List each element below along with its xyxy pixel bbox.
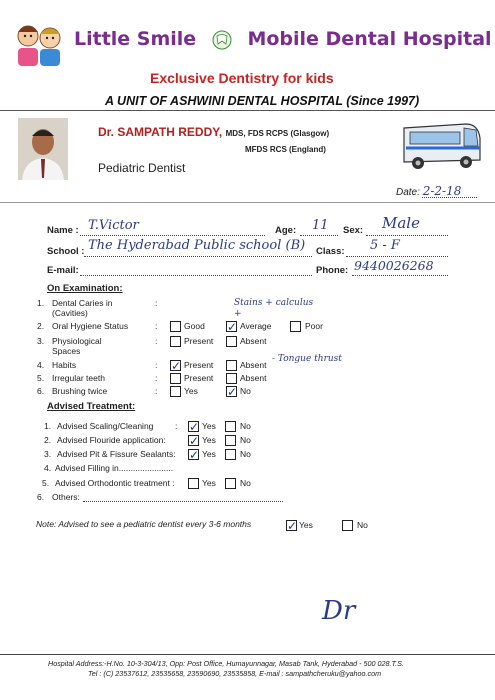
doctor-credentials-2: MFDS RCS (England) [245, 145, 326, 154]
phone-value[interactable]: 9440026268 [354, 258, 434, 273]
fluoride-yes-checkbox[interactable] [188, 435, 199, 446]
check-icon: ✓ [171, 359, 182, 373]
unit-line: A UNIT OF ASHWINI DENTAL HOSPITAL (Since 1997) [105, 94, 420, 108]
name-label: Name : [47, 225, 79, 236]
age-label: Age: [275, 225, 297, 236]
exam-item-3-label2: Spaces [52, 346, 81, 356]
brushing-no-checkbox[interactable] [226, 386, 237, 397]
school-line [84, 256, 312, 257]
spaces-absent-label: Absent [240, 336, 267, 346]
brushing-yes-label: Yes [184, 386, 198, 396]
advised-5-label: Advised Orthodontic treatment : [55, 478, 175, 488]
check-icon: ✓ [287, 519, 298, 533]
note-text: Note: Advised to see a pediatric dentist every 3-6 months [36, 519, 252, 529]
class-label: Class: [316, 246, 345, 257]
exam-item-4-num: 4. [37, 360, 45, 370]
phone-label: Phone: [316, 265, 349, 276]
exam-item-1-num: 1. [37, 298, 45, 308]
advised-heading: Advised Treatment: [47, 401, 136, 412]
tooth-emblem-icon [203, 30, 241, 50]
advised-1-colon: : [175, 421, 178, 431]
date-value: 2-2-18 [422, 184, 462, 198]
sex-line [366, 235, 448, 236]
advised-3-num: 3. [44, 449, 52, 459]
advised-5-num: 5. [42, 478, 50, 488]
advised-1-num: 1. [44, 421, 52, 431]
exam-item-6-num: 6. [37, 386, 45, 396]
age-value[interactable]: 11 [312, 218, 329, 233]
school-label: School : [47, 246, 85, 257]
irregular-absent-label: Absent [240, 373, 267, 383]
check-icon: ✓ [189, 420, 200, 434]
irregular-absent-checkbox[interactable] [226, 373, 237, 384]
habits-present-checkbox[interactable] [170, 360, 181, 371]
sealants-no-label: No [240, 449, 251, 459]
doctor-credentials: MDS, FDS RCPS (Glasgow) [225, 129, 330, 138]
check-icon: ✓ [189, 434, 200, 448]
sealants-yes-checkbox[interactable] [188, 449, 199, 460]
hygiene-good-label: Good [184, 321, 205, 331]
tagline: Exclusive Dentistry for kids [150, 70, 334, 86]
name-value[interactable]: T.Victor [88, 218, 139, 233]
exam-item-3-label: Physiological [52, 336, 102, 346]
bus-icon [396, 118, 484, 173]
exam-item-6-label: Brushing twice [52, 386, 108, 396]
exam-item-6-colon: : [155, 386, 158, 396]
ortho-no-checkbox[interactable] [225, 478, 236, 489]
exam-item-2-label: Oral Hygiene Status [52, 321, 129, 331]
hygiene-note: Stains + calculus + [234, 298, 314, 319]
hospital-title [74, 28, 492, 50]
signature: Dr [322, 596, 356, 626]
hygiene-average-checkbox[interactable] [226, 321, 237, 332]
date-label: Date: [396, 187, 420, 198]
doctor-name-line [98, 125, 329, 139]
date-field[interactable] [396, 184, 461, 198]
exam-item-4-colon: : [155, 360, 158, 370]
sealants-yes-label: Yes [202, 449, 216, 459]
exam-item-1-label: Dental Caries in [52, 298, 113, 308]
footer [48, 659, 404, 679]
title-left: Little Smile [74, 28, 197, 50]
phone-line [352, 275, 448, 276]
habits-present-label: Present [184, 360, 214, 370]
exam-item-2-num: 2. [37, 321, 45, 331]
habits-absent-checkbox[interactable] [226, 360, 237, 371]
email-label: E-mail: [47, 265, 79, 276]
note-no-checkbox[interactable] [342, 520, 353, 531]
ortho-no-label: No [240, 478, 251, 488]
exam-item-5-num: 5. [37, 373, 45, 383]
school-value[interactable]: The Hyderabad Public school (B) [88, 238, 306, 253]
note-no-label: No [357, 520, 368, 530]
doctor-name: Dr. SAMPATH REDDY, [98, 125, 223, 139]
class-value[interactable]: 5 - F [370, 238, 400, 253]
advised-1-label: Advised Scaling/Cleaning [57, 421, 154, 431]
check-icon: ✓ [227, 385, 238, 399]
email-line [80, 275, 312, 276]
sealants-no-checkbox[interactable] [225, 449, 236, 460]
name-line [80, 235, 265, 236]
advised-6-num: 6. [37, 492, 45, 502]
irregular-present-checkbox[interactable] [170, 373, 181, 384]
fluoride-no-label: No [240, 435, 251, 445]
footer-divider [0, 654, 495, 655]
ortho-yes-label: Yes [202, 478, 216, 488]
advised-3-label: Advised Pit & Fissure Sealants: [57, 449, 176, 459]
doctor-photo [18, 118, 68, 180]
exam-item-1-label2: (Cavities) [52, 308, 88, 318]
spaces-present-label: Present [184, 336, 214, 346]
check-icon: ✓ [189, 448, 200, 462]
note-yes-label: Yes [299, 520, 313, 530]
spaces-absent-checkbox[interactable] [226, 336, 237, 347]
fluoride-yes-label: Yes [202, 435, 216, 445]
note-yes-checkbox[interactable] [286, 520, 297, 531]
habits-absent-label: Absent [240, 360, 267, 370]
header-divider [0, 110, 495, 111]
exam-item-3-num: 3. [37, 336, 45, 346]
ortho-yes-checkbox[interactable] [188, 478, 199, 489]
exam-item-3-colon: : [155, 336, 158, 346]
advised-2-label: Advised Flouride application: [57, 435, 166, 445]
top-rule [0, 202, 495, 203]
exam-item-5-label: Irregular teeth [52, 373, 105, 383]
sex-value[interactable]: Male [382, 214, 420, 232]
examination-heading: On Examination: [47, 283, 123, 294]
brushing-yes-checkbox[interactable] [170, 386, 181, 397]
title-right: Mobile Dental Hospital [247, 28, 492, 50]
age-line [300, 235, 338, 236]
hygiene-poor-checkbox[interactable] [290, 321, 301, 332]
date-underline [422, 197, 477, 198]
scaling-yes-label: Yes [202, 421, 216, 431]
hygiene-poor-label: Poor [305, 321, 323, 331]
kids-logo-icon [8, 18, 70, 70]
scaling-yes-checkbox[interactable] [188, 421, 199, 432]
exam-item-5-colon: : [155, 373, 158, 383]
hygiene-average-label: Average [240, 321, 272, 331]
check-icon: ✓ [227, 320, 238, 334]
advised-6-label: Others: [52, 492, 80, 502]
advised-4-label: Advised Filling in....................... [55, 463, 174, 473]
doctor-speciality: Pediatric Dentist [98, 161, 186, 175]
habit-note: - Tongue thrust [272, 354, 342, 364]
footer-contact: Tel : (C) 23537612, 23535658, 23590690, 23535858, E-mail : sampathcheruku@yahoo.com [88, 669, 382, 678]
class-line [346, 256, 448, 257]
scaling-no-label: No [240, 421, 251, 431]
scaling-no-checkbox[interactable] [225, 421, 236, 432]
exam-item-2-colon: : [155, 321, 158, 331]
hygiene-good-checkbox[interactable] [170, 321, 181, 332]
fluoride-no-checkbox[interactable] [225, 435, 236, 446]
others-line [83, 501, 283, 502]
brushing-no-label: No [240, 386, 251, 396]
sex-label: Sex: [343, 225, 364, 236]
footer-address: Hospital Address:-H.No. 10-3-304/13, Opp: Post Office, Humayunnagar, Masab Tank, Hyderabad - 500 028.T.S. [48, 659, 404, 668]
exam-item-4-label: Habits [52, 360, 77, 370]
exam-item-1-colon: : [155, 298, 158, 308]
spaces-present-checkbox[interactable] [170, 336, 181, 347]
irregular-present-label: Present [184, 373, 214, 383]
advised-4-num: 4. [44, 463, 52, 473]
advised-2-num: 2. [44, 435, 52, 445]
